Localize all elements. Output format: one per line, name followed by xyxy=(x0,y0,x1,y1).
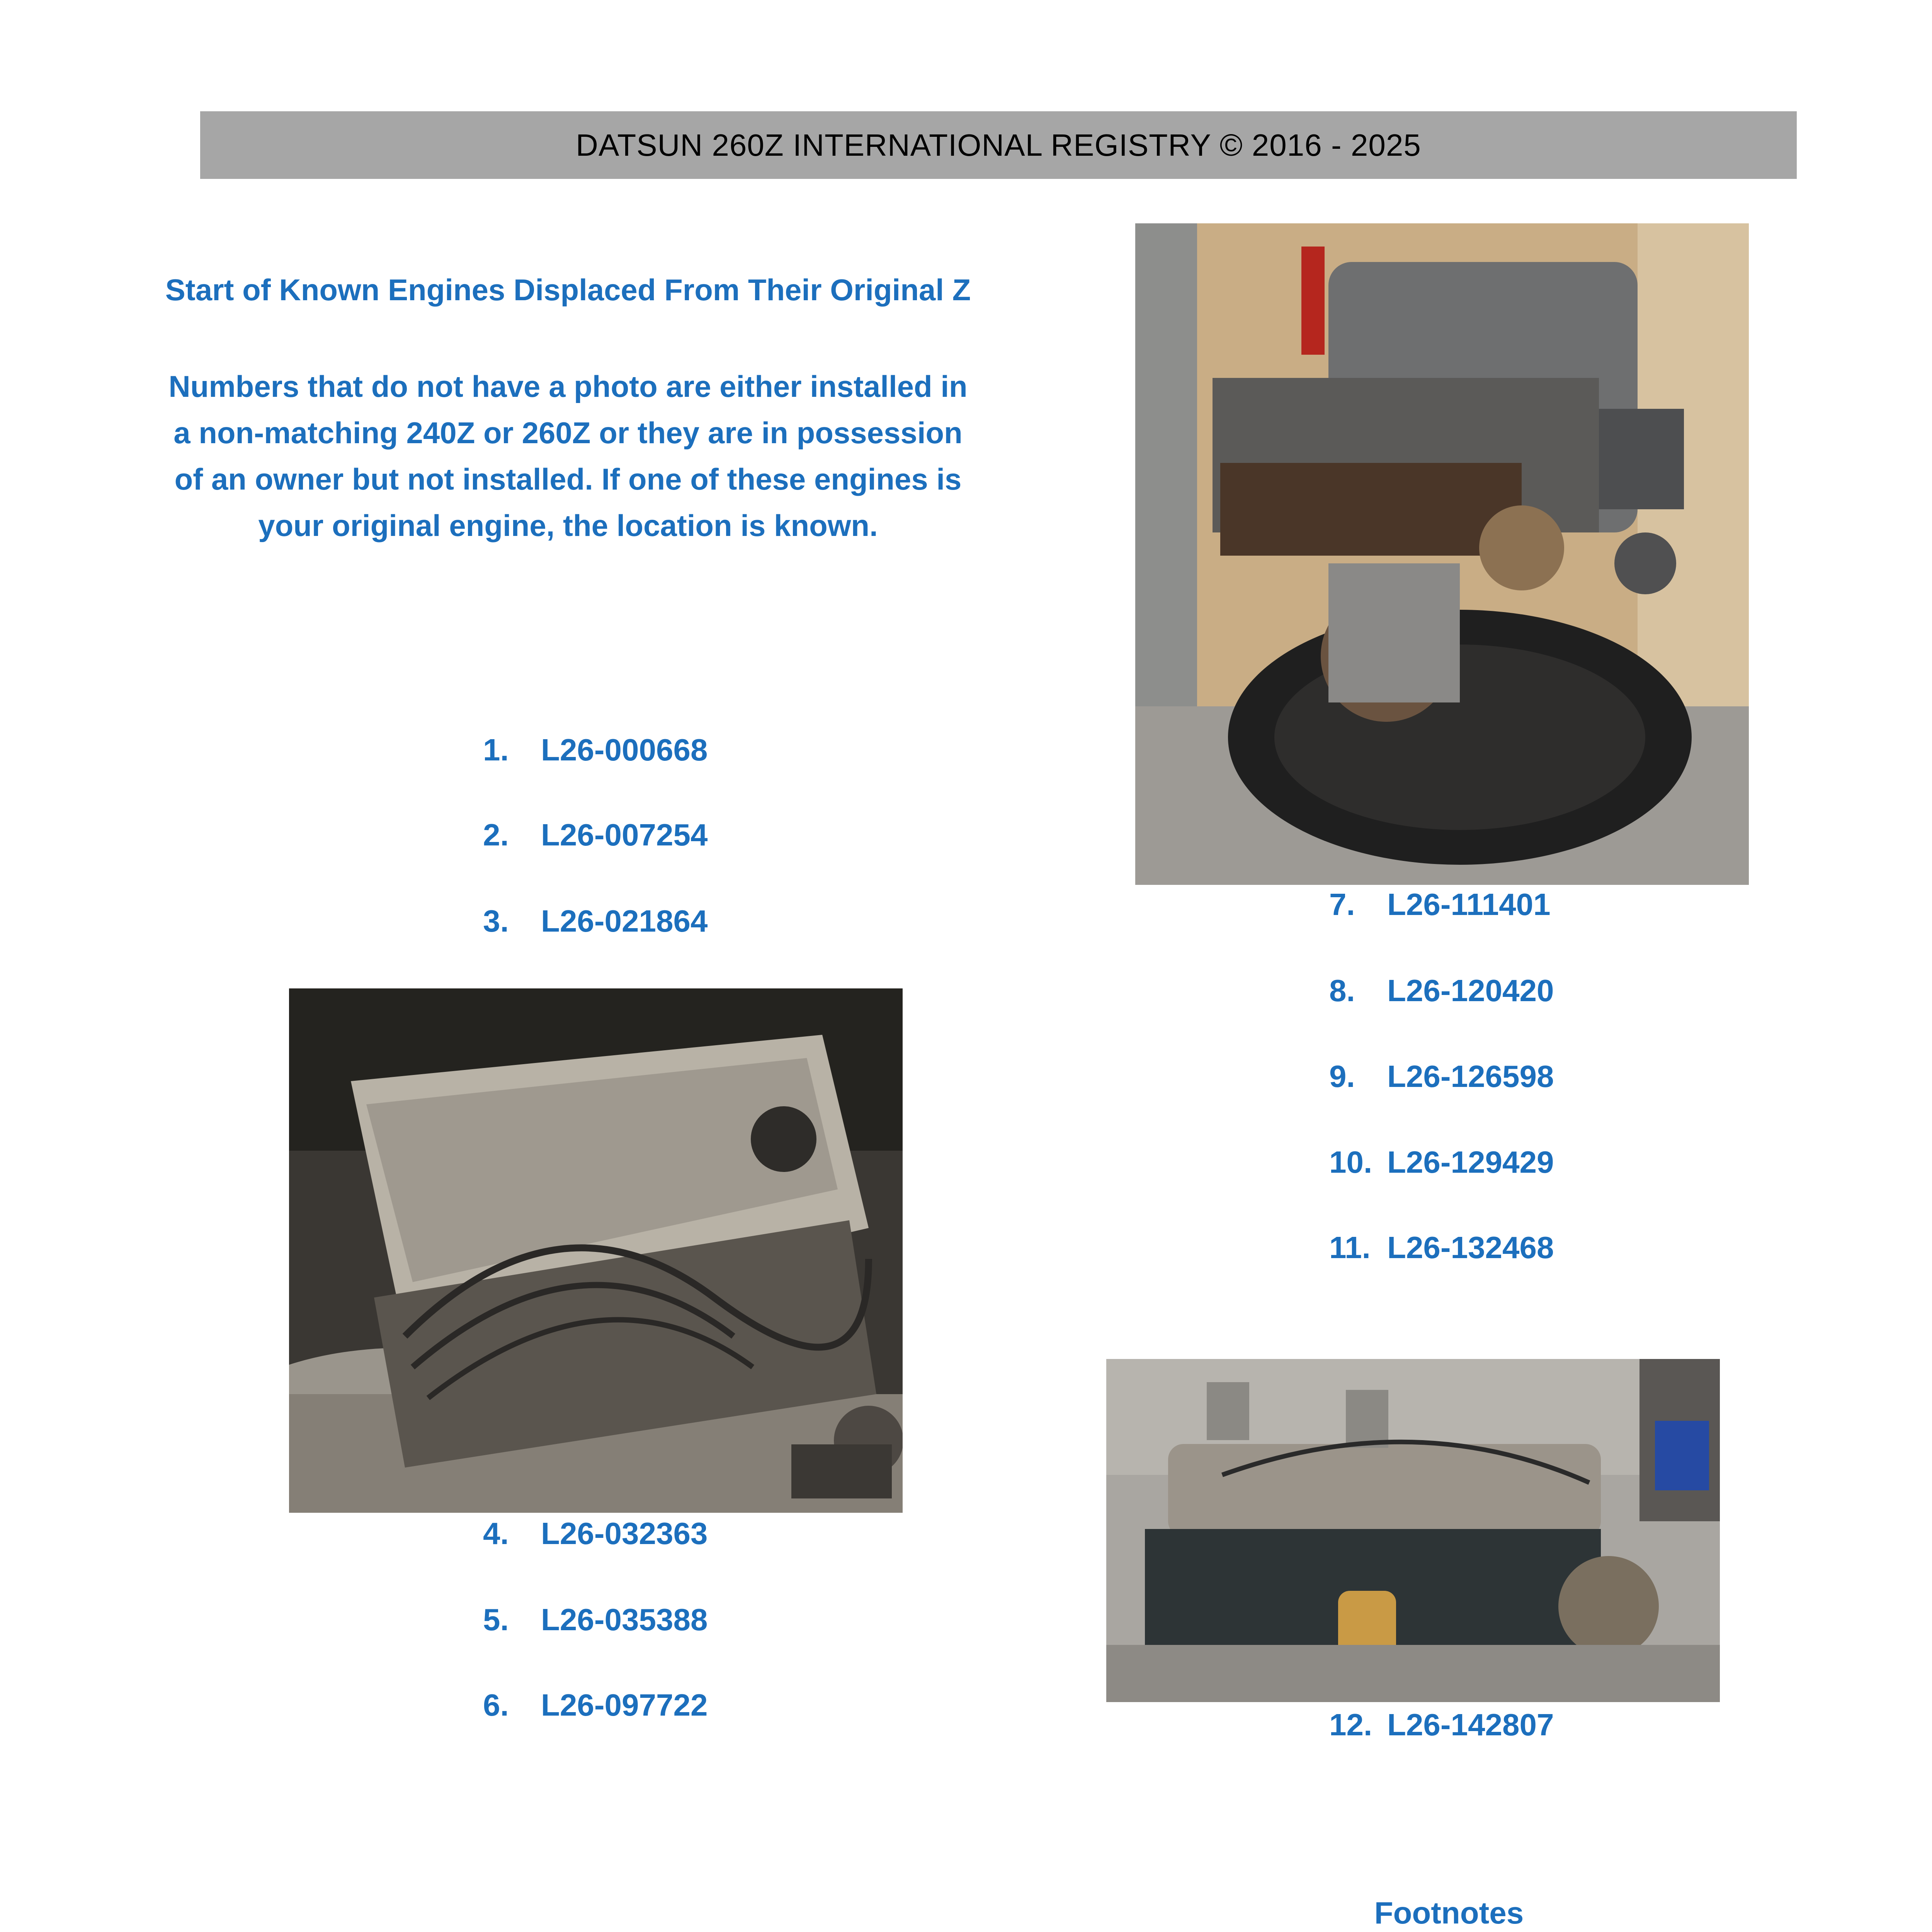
engine-serial: L26-035388 xyxy=(541,1602,708,1637)
engine-serial: L26-142807 xyxy=(1387,1708,1554,1742)
engine-serial: L26-126598 xyxy=(1387,1059,1554,1094)
engine-number: 2. xyxy=(483,818,509,852)
engine-item xyxy=(1329,1059,1554,1094)
footnotes-title: Footnotes xyxy=(1374,1896,1524,1930)
engine-serial: L26-032363 xyxy=(541,1516,708,1551)
engine-item xyxy=(1329,1230,1554,1265)
engine-item xyxy=(483,1687,707,1723)
engine-number: 10. xyxy=(1329,1145,1372,1179)
engine-number: 6. xyxy=(483,1688,509,1722)
engine-number: 8. xyxy=(1329,973,1355,1008)
engine-number: 7. xyxy=(1329,887,1355,922)
engine-photo-right-bottom xyxy=(1106,1359,1720,1702)
engine-item xyxy=(483,1602,707,1638)
engine-serial: L26-000668 xyxy=(541,733,708,767)
header-title: DATSUN 260Z INTERNATIONAL REGISTRY © 2016 - 2025 xyxy=(576,128,1421,162)
engine-serial: L26-007254 xyxy=(541,818,708,852)
engine-item xyxy=(483,1516,707,1551)
engine-item xyxy=(483,903,707,939)
engine-number: 9. xyxy=(1329,1059,1355,1094)
engine-number: 3. xyxy=(483,904,509,938)
engine-number: 4. xyxy=(483,1516,509,1551)
engine-item xyxy=(483,817,707,853)
engine-number: 11. xyxy=(1329,1230,1371,1265)
engine-serial: L26-097722 xyxy=(541,1688,708,1722)
engine-item xyxy=(483,732,707,768)
engine-item xyxy=(1329,1707,1554,1743)
engine-serial: L26-021864 xyxy=(541,904,708,938)
engine-number: 5. xyxy=(483,1602,509,1637)
engine-serial: L26-129429 xyxy=(1387,1145,1554,1179)
engine-serial: L26-111401 xyxy=(1387,887,1551,922)
section-title: Start of Known Engines Displaced From Their Original Z xyxy=(165,273,971,307)
engine-photo-left xyxy=(289,988,903,1513)
engine-number: 1. xyxy=(483,733,509,767)
page-header xyxy=(200,111,1797,179)
engine-item xyxy=(1329,887,1551,922)
engine-item xyxy=(1329,1145,1554,1180)
engine-item xyxy=(1329,973,1554,1009)
engine-serial: L26-120420 xyxy=(1387,973,1554,1008)
engine-serial: L26-132468 xyxy=(1387,1230,1554,1265)
section-description: Numbers that do not have a photo are either installed in a non-matching 240Z or 260Z or they are in possession of an owner but not installed. If one of these engines is your original engine, the location is known. xyxy=(168,369,968,543)
engine-photo-right-top xyxy=(1135,223,1749,885)
engine-number: 12. xyxy=(1329,1708,1372,1742)
